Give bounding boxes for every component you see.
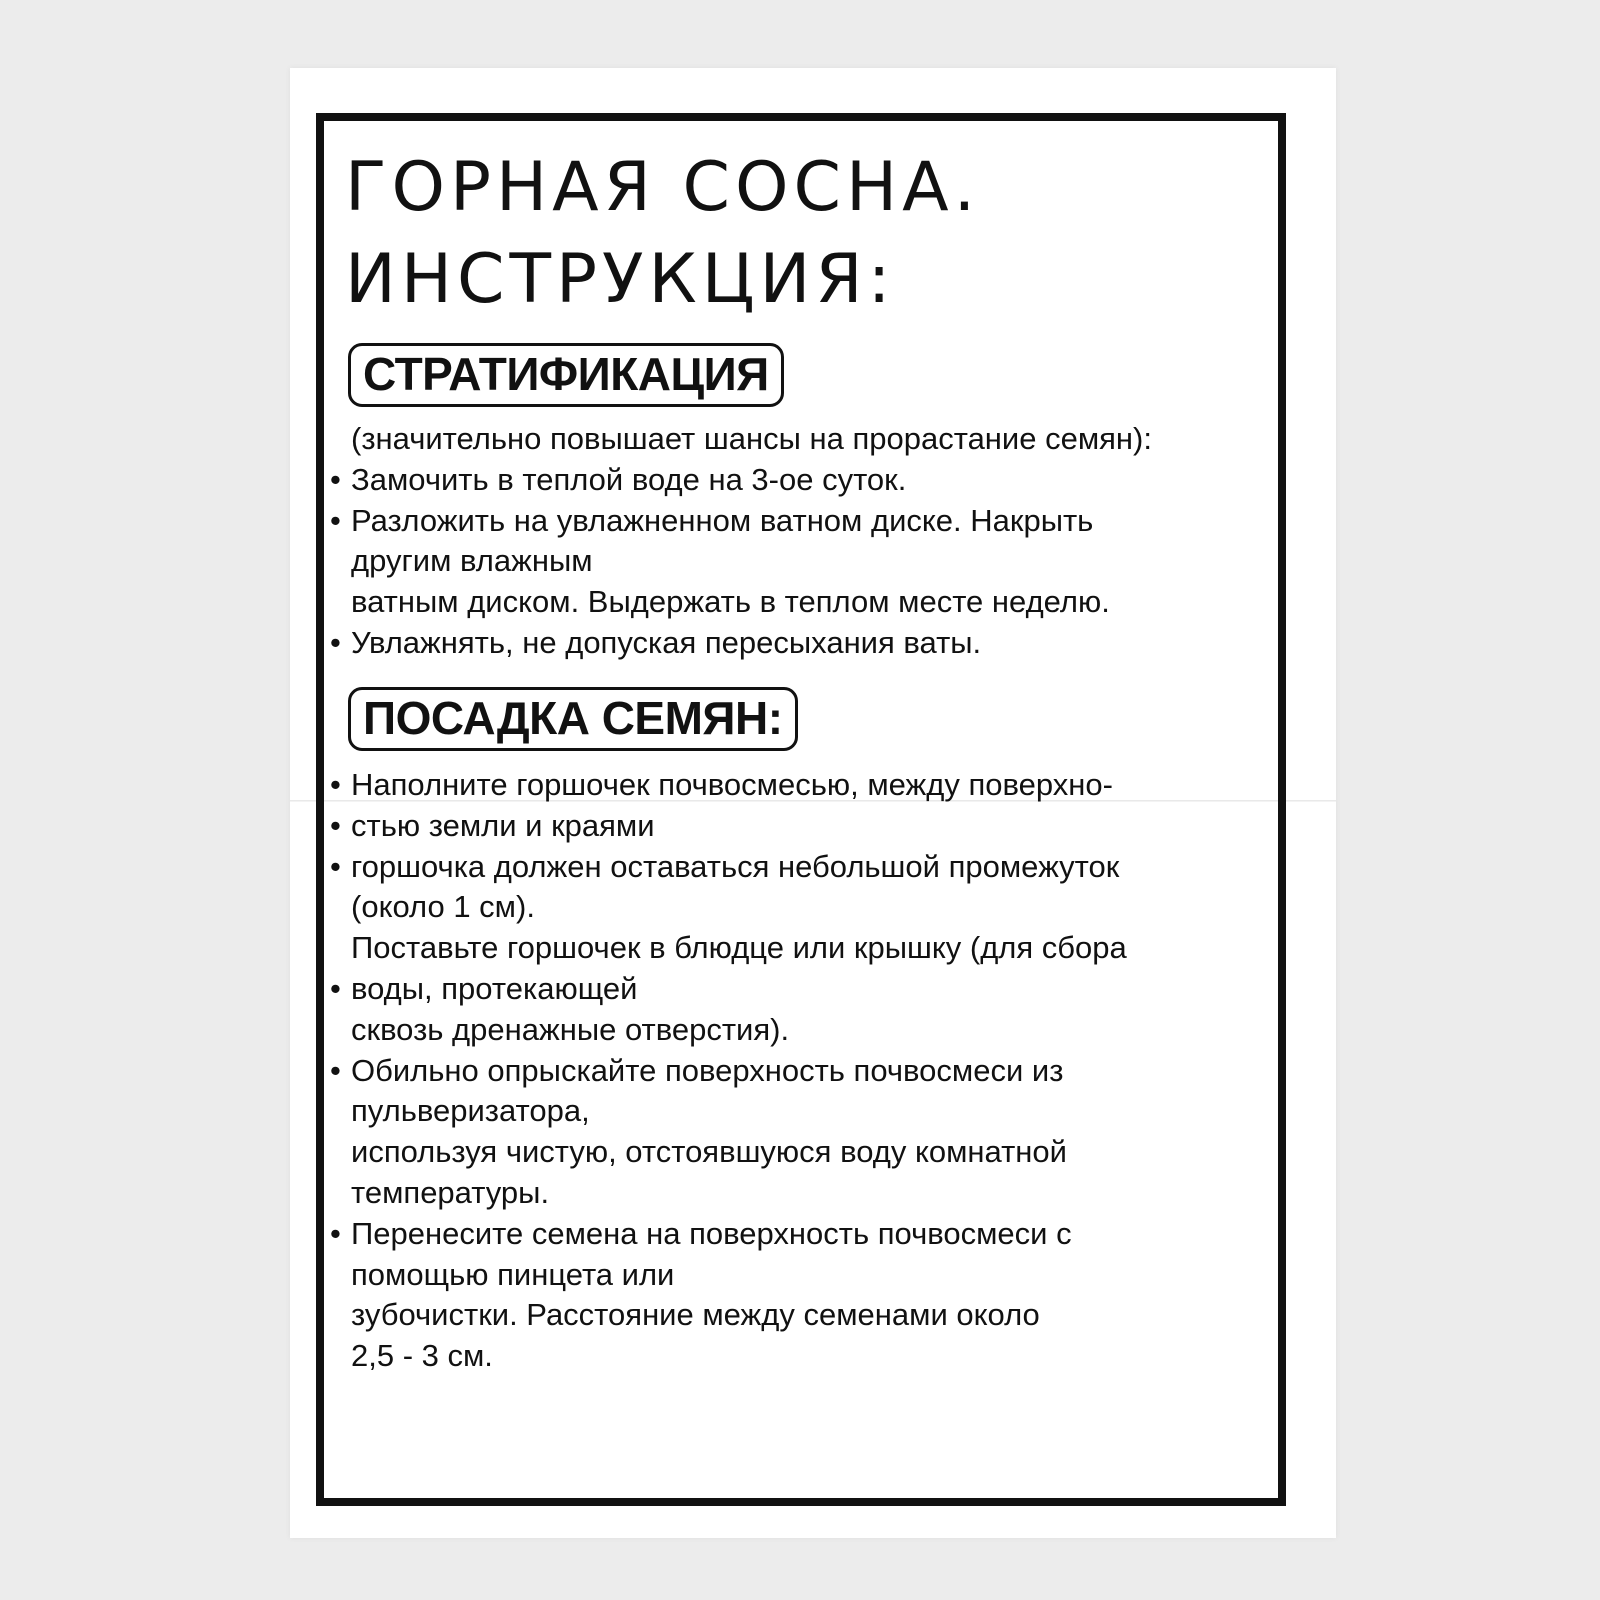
document-title <box>345 142 980 326</box>
list-item-continuation: температуры. <box>351 1174 550 1210</box>
list-item-continuation: 2,5 - 3 см. <box>351 1338 493 1374</box>
list-item-continuation: Поставьте горшочек в блюдце или крышку (для сбора <box>351 930 1127 966</box>
list-item-continuation: помощью пинцета или <box>351 1256 675 1292</box>
list-item: • горшочка должен оставаться небольшой промежуток <box>327 847 1127 888</box>
section-header-stratification: СТРАТИФИКАЦИЯ <box>348 343 784 407</box>
list-item-continuation: используя чистую, отстоявшуюся воду комнатной <box>351 1134 1067 1170</box>
section-header-planting: ПОСАДКА СЕМЯН: <box>348 687 798 751</box>
list-item-continuation: ватным диском. Выдержать в теплом месте неделю. <box>351 584 1110 620</box>
title-line-2: ИНСТРУКЦИЯ: <box>345 240 896 319</box>
list-item: • воды, протекающей <box>327 969 1127 1010</box>
list-item: • Увлажнять, не допуская пересыхания ваты. <box>327 623 1152 664</box>
stratification-intro: (значительно повышает шансы на прорастание семян): <box>351 421 1152 456</box>
list-item-continuation: зубочистки. Расстояние между семенами около <box>351 1297 1040 1333</box>
list-item-continuation: (около 1 см). <box>351 889 535 925</box>
list-item: • Разложить на увлажненном ватном диске. Накрыть <box>327 501 1152 542</box>
planting-list <box>327 765 1127 1377</box>
list-item: • Замочить в теплой воде на 3-ое суток. <box>327 460 1152 501</box>
stratification-list <box>327 419 1152 664</box>
list-item-continuation: сквозь дренажные отверстия). <box>351 1011 790 1047</box>
list-item: • Перенесите семена на поверхность почвосмеси с <box>327 1214 1127 1255</box>
list-item-continuation: другим влажным <box>351 543 593 579</box>
title-line-1: ГОРНАЯ СОСНА. <box>345 148 981 227</box>
list-item: • стью земли и краями <box>327 806 1127 847</box>
list-item: • Наполните горшочек почвосмесью, между поверхно- <box>327 765 1127 806</box>
list-item: • Обильно опрыскайте поверхность почвосмеси из <box>327 1051 1127 1092</box>
list-item-continuation: пульверизатора, <box>351 1093 590 1129</box>
